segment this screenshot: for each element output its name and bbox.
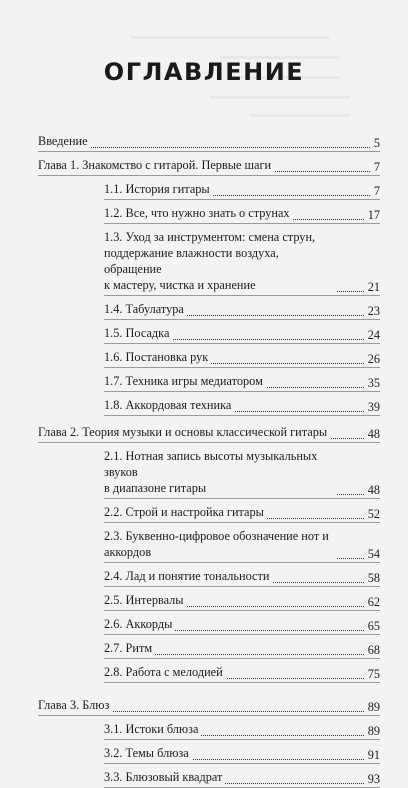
- toc-chapter-entry[interactable]: [38, 424, 380, 443]
- toc-section-entry[interactable]: [104, 568, 380, 587]
- toc-chapter-entry[interactable]: [38, 697, 380, 716]
- page-number: 89: [365, 723, 380, 739]
- toc-section-entry[interactable]: [104, 721, 380, 740]
- toc-section-entry[interactable]: [104, 664, 380, 683]
- page-number: 26: [365, 351, 380, 367]
- page-number: 62: [365, 594, 380, 610]
- toc-section-entry[interactable]: [104, 181, 380, 200]
- toc-section-entry[interactable]: [104, 325, 380, 344]
- page-number: 5: [371, 135, 380, 151]
- toc-section-entry[interactable]: [104, 448, 380, 499]
- page-number: 75: [365, 666, 380, 682]
- entry-title: 2.1. Нотная запись высоты музыкальных звуков в диапазоне гитары: [104, 448, 337, 496]
- toc-section-entry[interactable]: [104, 229, 380, 296]
- entry-title: Введение: [38, 133, 91, 149]
- page-number: 21: [365, 279, 380, 295]
- entry-title: Глава 2. Теория музыки и основы классической гитары: [38, 424, 330, 440]
- entry-title: 3.1. Истоки блюза: [104, 721, 201, 737]
- toc-section-entry[interactable]: [104, 205, 380, 224]
- entry-title: 2.7. Ритм: [104, 640, 155, 656]
- page-number: 23: [365, 303, 380, 319]
- page-number: 7: [371, 183, 380, 199]
- entry-title: Глава 3. Блюз: [38, 697, 112, 713]
- toc-section-entry[interactable]: [104, 373, 380, 392]
- entry-title: 1.8. Аккордовая техника: [104, 397, 234, 413]
- entry-title: 1.2. Все, что нужно знать о струнах: [104, 205, 293, 221]
- page-number: 7: [371, 159, 380, 175]
- page-number: 91: [365, 747, 380, 763]
- page-number: 48: [365, 426, 380, 442]
- toc-section-entry[interactable]: [104, 592, 380, 611]
- entry-title: 1.4. Табулатура: [104, 301, 187, 317]
- toc-section-entry[interactable]: [104, 301, 380, 320]
- entry-title: 1.7. Техника игры медиатором: [104, 373, 266, 389]
- toc-section-entry[interactable]: [104, 640, 380, 659]
- entry-title: 2.4. Лад и понятие тональности: [104, 568, 272, 584]
- page-number: 65: [365, 618, 380, 634]
- entry-title: 3.2. Темы блюза: [104, 745, 192, 761]
- toc-section-entry[interactable]: [104, 745, 380, 764]
- entry-title: 2.3. Буквенно-цифровое обозначение нот и аккордов: [104, 528, 337, 560]
- page-number: 24: [365, 327, 380, 343]
- entry-title: 1.1. История гитары: [104, 181, 213, 197]
- page-number: 93: [365, 771, 380, 787]
- toc-section-entry[interactable]: [104, 397, 380, 416]
- entry-title: 2.6. Аккорды: [104, 616, 175, 632]
- toc-section-entry[interactable]: [104, 504, 380, 523]
- toc-chapter-entry[interactable]: [38, 133, 380, 152]
- page-number: 48: [365, 482, 380, 498]
- entry-title: 2.2. Строй и настройка гитары: [104, 504, 267, 520]
- entry-title: 3.3. Блюзовый квадрат: [104, 769, 225, 785]
- table-of-contents: [38, 128, 380, 788]
- page-title: ОГЛАВЛЕНИЕ: [103, 58, 305, 86]
- toc-section-entry[interactable]: [104, 616, 380, 635]
- entry-title: 2.8. Работа с мелодией: [104, 664, 226, 680]
- page-number: 58: [365, 570, 380, 586]
- page-number: 68: [365, 642, 380, 658]
- entry-title: 2.5. Интервалы: [104, 592, 187, 608]
- toc-section-entry[interactable]: [104, 769, 380, 788]
- toc-section-entry[interactable]: [104, 528, 380, 563]
- page-number: 89: [365, 699, 380, 715]
- entry-title: 1.6. Постановка рук: [104, 349, 211, 365]
- page-number: 39: [365, 399, 380, 415]
- page-number: 52: [365, 506, 380, 522]
- toc-section-entry[interactable]: [104, 349, 380, 368]
- toc-chapter-entry[interactable]: [38, 157, 380, 176]
- entry-title: 1.5. Посадка: [104, 325, 172, 341]
- entry-title: Глава 1. Знакомство с гитарой. Первые шаги: [38, 157, 274, 173]
- page-number: 35: [365, 375, 380, 391]
- entry-title: 1.3. Уход за инструментом: смена струн, поддержание влажности воздуха, обращение к мастеру, чистка и хранение: [104, 229, 337, 293]
- page-number: 17: [365, 207, 380, 223]
- page-number: 54: [365, 546, 380, 562]
